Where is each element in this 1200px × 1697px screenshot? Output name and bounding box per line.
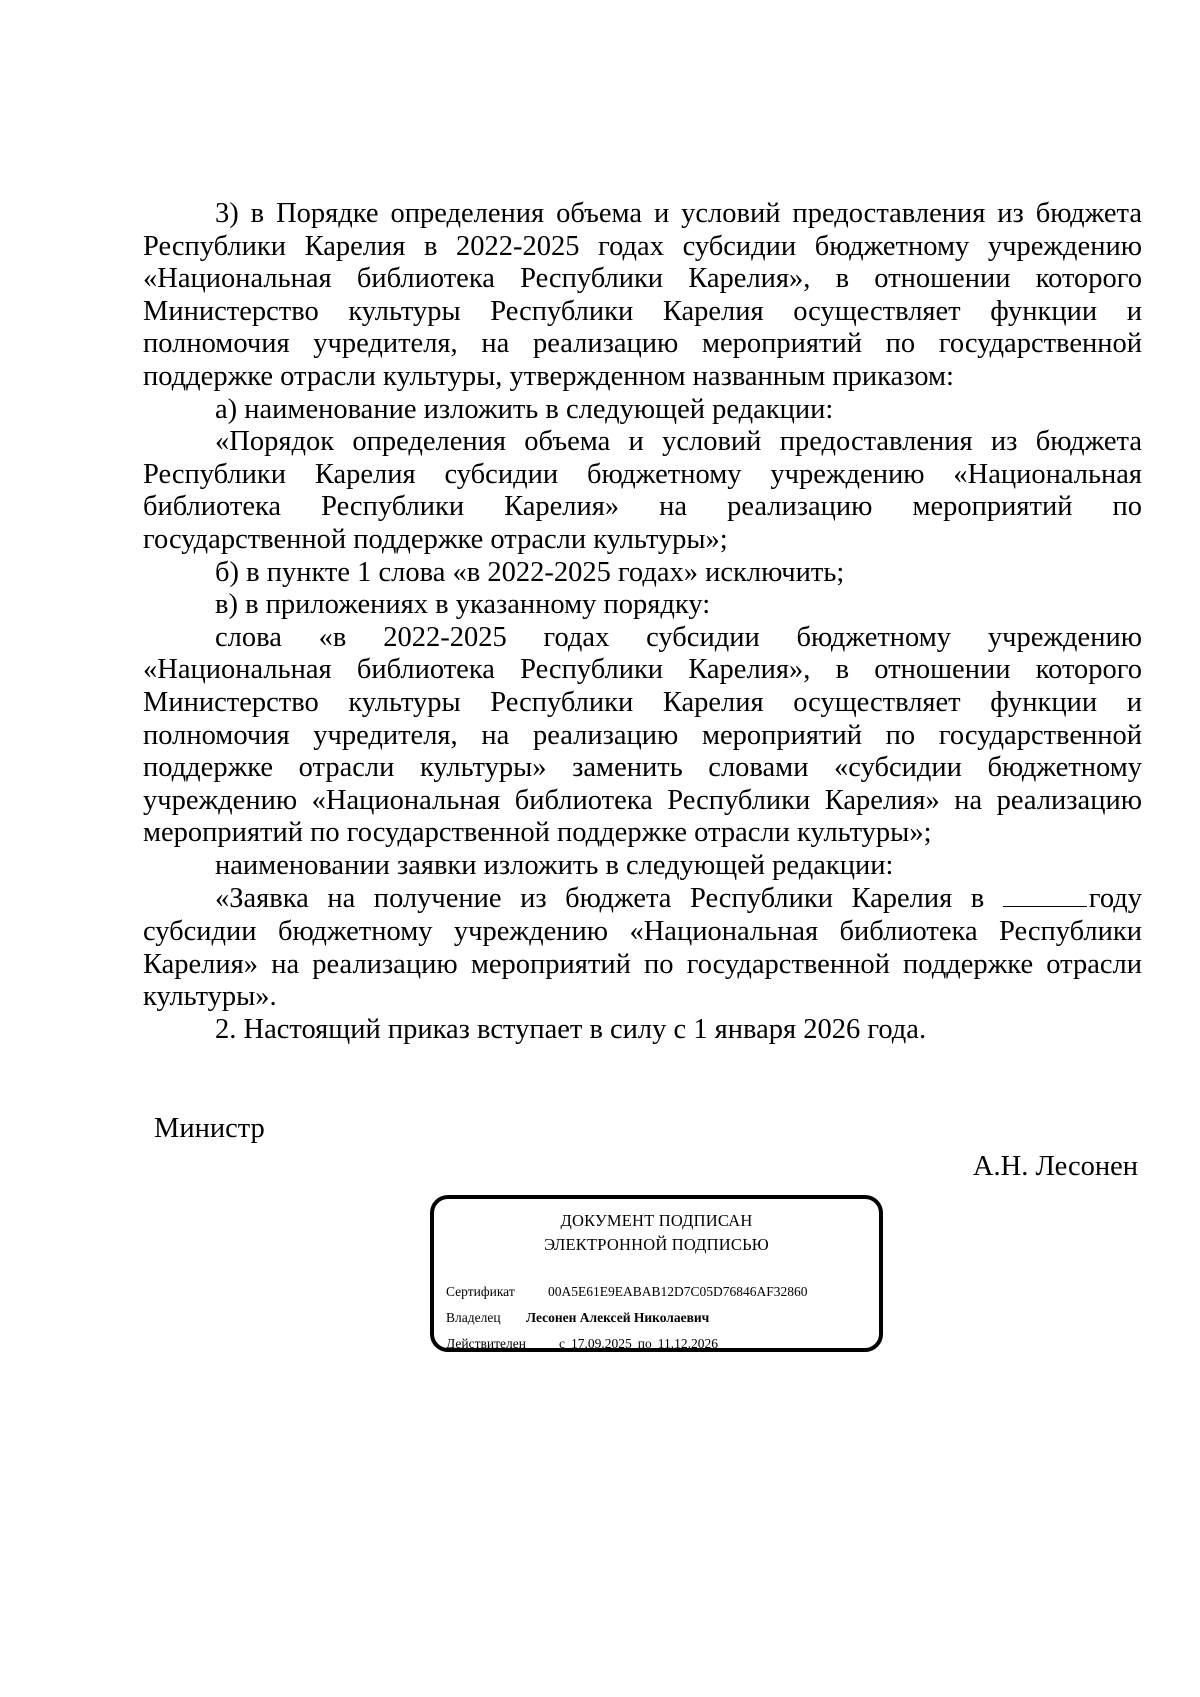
stamp-certificate-label: Сертификат xyxy=(446,1284,515,1299)
stamp-header-line2: ЭЛЕКТРОННОЙ ПОДПИСЬЮ xyxy=(544,1235,769,1254)
stamp-certificate-value: 00A5E61E9EABAB12D7C05D76846AF32860 xyxy=(548,1284,808,1299)
stamp-valid-to-prefix: по xyxy=(637,1336,652,1351)
signatory-name: А.Н. Лесонен xyxy=(972,1151,1138,1182)
stamp-header-line1: ДОКУМЕНТ ПОДПИСАН xyxy=(560,1211,753,1230)
signatory-position: Министр xyxy=(154,1113,265,1144)
document-body xyxy=(143,198,1142,1046)
stamp-header xyxy=(434,1209,879,1257)
paragraph-a: а) наименование изложить в следующей редакции: xyxy=(215,393,834,425)
application-title-end: году субсидии бюджетному учреждению «Национальная библиотека Республики Карелия» на реализацию мероприятий по государственной поддержке отрасли культуры». xyxy=(143,883,1143,1013)
year-blank-line xyxy=(1003,882,1087,907)
stamp-validity-label: Действителен xyxy=(446,1336,526,1351)
stamp-owner-label: Владелец xyxy=(446,1310,501,1325)
stamp-valid-to: 11.12.2026 xyxy=(657,1336,718,1351)
paragraph-application-name: наименовании заявки изложить в следующей редакции: xyxy=(215,849,894,881)
paragraph-item-3: 3) в Порядке определения объема и условий предоставления из бюджета Республики Карелия в 2022-2025 годах субсидии бюджетному учреждению «Национальная библиотека Республики Карелия», в отношении которого Министерство культуры Республики Карелия осуществляет функции и полномочия учредителя, на реализацию мероприятий по государственной поддержке отрасли культуры, утвержденном названным приказом: xyxy=(143,198,1142,392)
paragraph-effective-date: 2. Настоящий приказ вступает в силу с 1 января 2026 года. xyxy=(215,1013,927,1045)
paragraph-application-title xyxy=(143,882,1142,1013)
stamp-validity-row xyxy=(446,1335,718,1353)
paragraph-replace-words: слова «в 2022-2025 годах субсидии бюджетному учреждению «Национальная библиотека Республики Карелия», в отношении которого Министерство культуры Республики Карелия осуществляет функции и полномочия учредителя, на реализацию мероприятий по государственной поддержке отрасли культуры» заменить словами «субсидии бюджетному учреждению «Национальная библиотека Республики Карелия» на реализацию мероприятий по государственной поддержке отрасли культуры»; xyxy=(143,621,1142,849)
stamp-owner-value: Лесонен Алексей Николаевич xyxy=(526,1310,710,1325)
electronic-signature-stamp xyxy=(430,1195,883,1352)
paragraph-new-title: «Порядок определения объема и условий предоставления из бюджета Республики Карелия субсидии бюджетному учреждению «Национальная библиотека Республики Карелия» на реализацию мероприятий по государственной поддержке отрасли культуры»; xyxy=(143,426,1142,555)
stamp-valid-from: 17.09.2025 xyxy=(571,1336,632,1351)
stamp-certificate-row xyxy=(446,1283,808,1301)
application-title-start: «Заявка на получение из бюджета Республики Карелия в xyxy=(215,883,985,915)
paragraph-v: в) в приложениях в указанному порядку: xyxy=(215,589,711,621)
paragraph-b: б) в пункте 1 слова «в 2022-2025 годах» исключить; xyxy=(215,556,845,588)
stamp-owner-row xyxy=(446,1309,709,1327)
stamp-valid-from-prefix: с xyxy=(559,1336,565,1351)
